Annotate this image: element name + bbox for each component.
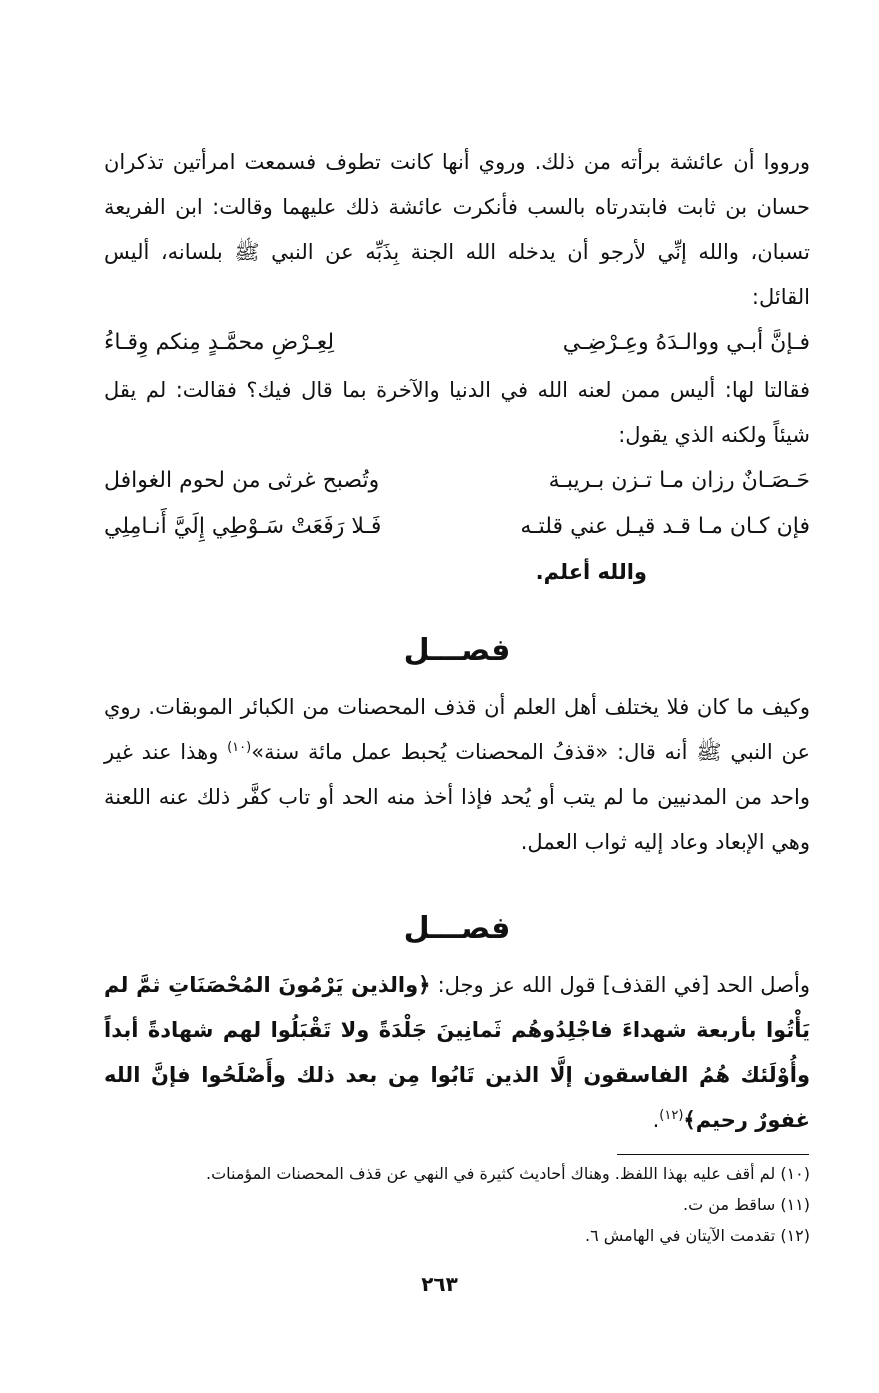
poem-verse-1 [104,320,810,366]
verse-2-second-hemistich: وتُصبح غرثى من لحوم الغوافل [104,468,380,493]
section-2-intro: وأصل الحد [في القذف] قول الله عز وجل: [430,973,810,997]
section-1-text-after: وهذا عند غير واحد من المدنيين ما لم يتب أو يُحد فإذا أخذ منه الحد أو تاب كفَّر ذلك عنه اللعنة وهي الإبعاد وعاد إليه ثواب العمل. [104,740,810,854]
footnotes [104,1158,810,1251]
section-2-heading: فصـــل [403,911,511,946]
footnote-ref-12: (١٢) [659,1108,684,1123]
section-1-paragraph [104,685,810,865]
verse-1-second-hemistich: لِعِـرْضِ محمَّـدٍ مِنكم وِقـاءُ [104,330,335,355]
footnote-10: (١٠) لم أقف عليه بهذا اللفظ. وهناك أحاديث كثيرة في النهي عن قذف المحصنات المؤمنات. [205,1164,810,1183]
footnote-11: (١١) ساقط من ت. [683,1195,810,1214]
page-body [104,140,810,1143]
verse-1-first-hemistich: فـإنَّ أبـي ووالـدَهُ وعِـرْضِـي [562,330,810,355]
page-number: ٢٦٣ [421,1272,458,1296]
section-2-end: . [652,1108,660,1132]
poem-verse-2 [104,458,810,504]
paragraph-women-reply: فقالتا لها: أليس ممن لعنه الله في الدنيا والآخرة بما قال فيك؟ فقالت: لم يقل شيئاً ولكنه الذي يقول: [104,378,810,447]
section-1-text: وكيف ما كان فلا يختلف أهل العلم أن قذف المحصنات من الكبائر الموبقات. روي عن النبي ﷺ أنه قال: «قذفُ المحصنات يُحبط عمل مائة سنة» [104,695,810,764]
footnote-ref-10: (١٠) [227,740,252,755]
footnote-separator [617,1154,809,1155]
verse-3-first-hemistich: فإن كـان مـا قـد قيـل عني قلتـه [520,514,810,539]
paragraph-aisha-narration: ورووا أن عائشة برأته من ذلك. وروي أنها كانت تطوف فسمعت امرأتين تذكران حسان بن ثابت فابتدرتاه بالسب فأنكرت عائشة ذلك عليهما وقالت: ابن الفريعة تسبان، والله إنِّي لأرجو أن يدخله الله الجنة بِذَبِّه عن النبي ﷺ بلسانه، أليس القائل: [104,150,810,309]
verse-3-second-hemistich: فَـلا رَفَعَتْ سَـوْطِي إِلَيَّ أَنـامِلِي [104,514,382,539]
section-2-paragraph [104,963,810,1143]
quran-verse-quote: ﴿والذين يَرْمُونَ المُحْصَنَاتِ ثمَّ لم يَأْتُوا بأربعة شهداءَ فاجْلِدُوهُم ثَمانِينَ جَلْدَةً ولا تَقْبَلُوا لهم شهادةً أبداً وأُوْلَئك هُمُ الفاسقون إلَّا الذين تَابُوا مِن بعد ذلك وأَصْلَحُوا فإنَّ الله غفورٌ رحيم﴾ [104,973,810,1132]
verse-2-first-hemistich: حَـصَـانٌ رزان مـا تـزن بـريبـة [548,468,810,493]
footnote-12: (١٢) تقدمت الآيتان في الهامش ٦. [584,1226,810,1245]
section-1-heading: فصـــل [403,633,511,668]
poem-verse-3 [104,504,810,550]
closing-phrase: والله أعلم. [535,560,647,584]
